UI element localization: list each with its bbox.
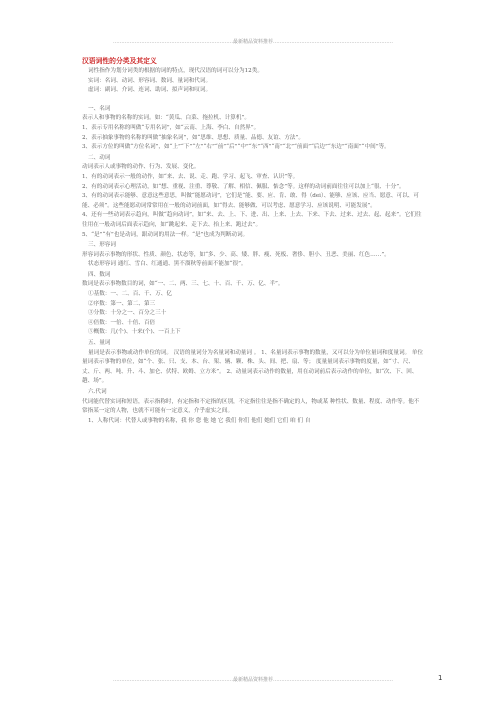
page-number: 1 — [438, 674, 443, 682]
paragraph: 表示人和事物的名称的实词。如：“黄瓜、白菜、拖拉机、计算机”。 — [82, 115, 250, 122]
list-item: ⑤概数：几(个)、十来(个)、一百上下 — [88, 329, 181, 336]
paragraph: 3、表示方位的叫做“方位名词”，如“上”“下”“左”“右”“前”“后”“中”“东”“西”“南”“北”“前面”“后边”“东边”“南面”“中间”等。 — [82, 144, 390, 151]
paragraph: 数词是表示事物数目的词，如“一、二、两、三、七、十、百、千、万、亿、半”。 — [82, 281, 284, 288]
page-footer: ………………………………………………………………最新精品资料推荐……………………………………………………………… — [112, 677, 393, 683]
paragraph: 1、表示专用名称的叫做“专用名词”，如“云南、上海、李白、自然界”。 — [82, 124, 260, 131]
intro-line: 词性指作为划分词类的根据的词的特点，现代汉语的词可以分为12类。 — [88, 68, 263, 74]
section-heading: 四、数词 — [88, 271, 111, 278]
intro-line: 虚词：副词、介词、连词、助词、拟声词和叹词。 — [88, 87, 212, 94]
paragraph: 2、有的动词表示心理活动，如“想、重视、注重、尊敬、了解、相信、佩服、惦念”等。这样的动词前面往往可以加上“很、十分”。 — [82, 183, 405, 190]
document-title: 汉语词性的分类及其定义 — [82, 57, 157, 65]
paragraph: 4、还有一些动词表示趋向，叫做“趋向动词”，如“来、去、上、下、进、出、上来、上去、下来、下去、过来、过去、起、起来”。它们往往用在一般动词后面表示趋向，如“跳起来、走下去、抬上来、跑过去”。 — [82, 212, 422, 228]
section-heading: 六.代词 — [88, 389, 107, 395]
list-item: ③分数：十分之一、百分之三十 — [88, 310, 167, 317]
section-nouns — [82, 105, 424, 153]
section-heading: 五、量词 — [88, 340, 111, 347]
section-numerals — [82, 271, 424, 338]
intro-line: 实词：名词、动词、形容词、数词、量词和代词。 — [88, 77, 212, 84]
intro-block — [82, 67, 424, 96]
paragraph: 1、人称代词：代替人或事物的名称，我 你 您 他 她 它 我们 你们 他们 她们 它们 咱 们 自 — [88, 417, 311, 424]
paragraph: 2、表示抽象事物的名称的叫做“抽象名词”，如“思维、思想、质量、品德、友谊、方法”。 — [82, 134, 304, 141]
section-measure-words — [82, 339, 424, 387]
section-adjectives — [82, 241, 424, 270]
list-item: ①基数：一、二、百、千、万、亿 — [88, 291, 172, 298]
list-item: ④倍数：一倍、十倍、百倍 — [88, 319, 156, 326]
section-heading: 二、动词 — [88, 154, 111, 161]
page-header: ………………………………………………………………最新精品资料推荐……………………………………………………………… — [112, 39, 393, 45]
section-pronouns — [82, 388, 424, 426]
paragraph: 代词能代替实词和短语，表示指称时，有定指和不定指的区别，不定指往往是指不确定的人，物或某 种性状、数量、程度、动作等。他不常指某一定的人物，也就不可能有一定意义，介乎虚实之间。 — [82, 398, 420, 415]
paragraph: 1、有的动词表示一般的动作，如“来、去、说、走、跑、学习、起飞、审查、认识”等。 — [82, 173, 299, 180]
paragraph: 5、“是”“有”也是动词，跟动词的用法一样。“是”也成为判断动词。 — [82, 231, 249, 238]
paragraph: 3、有的动词表示能够、意意这些意思，叫做“能愿动词”，它们是“能、要、应、肯、敢、得（dei）、能够、应该、应当、愿意、可以、可能、必须”。这些能愿动词常常用在一般的动词前面，如“得去、能够做、可以考虑、愿意学习、应该说明、可能发展”。 — [82, 193, 419, 209]
document-body — [82, 56, 424, 426]
paragraph: 形容词表示事物的形状、性质、颜色、状态等，如“多、少、高、矮、胖、瘦、死板、奢侈、胆小、丑恶、美丽、红色……”。 — [82, 251, 390, 258]
section-verbs — [82, 154, 424, 240]
paragraph: 状态形容词 通红、雪白、红通通、黑不溜秋等前面不能加“很”。 — [88, 261, 247, 268]
section-heading: 三、形容词 — [88, 242, 116, 249]
paragraph: 量词是表示事物或动作单位的词。 汉语的量词分为名量词和动量词 。 1、名量词表示事物的数量，又可以分为单位量词和度量词。 单位量词表示事物的单位，如“个、张、只、支、本、台、架、辆、颗、株、头、间、把、扇、等； 度量量词表示事物的度量，如“寸、尺、丈、斤、两、吨、升、斗、加仑、伏特、欧姆、立方米”。 2、动量词表示动作的数量，用在动词前后表示动作的单位，如“次、下、回、趟、场”。 — [82, 349, 424, 385]
list-item: ②序数：第一、第二、第三 — [88, 300, 156, 307]
section-heading: 一、名词 — [88, 105, 111, 112]
paragraph: 动词表示人或事物的动作、行为、发展、变化。 — [82, 164, 200, 171]
